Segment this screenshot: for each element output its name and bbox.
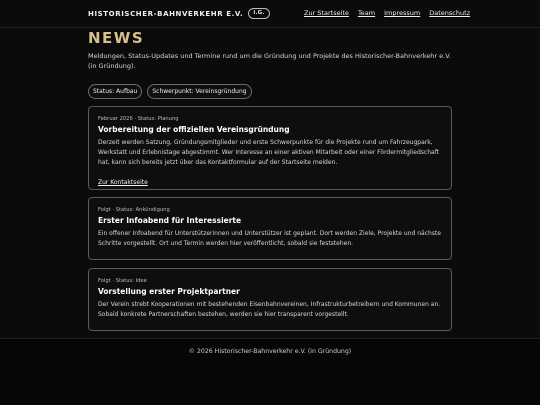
brand-name: HISTORISCHER-BAHNVERKEHR E.V. [88,9,244,18]
news-card [88,268,452,331]
status-badge: i.G. [248,8,269,19]
card-title: Vorbereitung der offiziellen Vereinsgründung [98,125,290,134]
news-card [88,197,452,260]
card-text: Derzeit werden Satzung, Gründungsmitglieder und erste Schwerpunkte für die Projekte rund um Fahrzeugpark, Werkstatt und Erlebnistage abgestimmt. Wer Interesse an einer aktiven Mitarbeit oder einer Fördermitgliedschaft hat, kann sich bereits jetzt über das Kontaktformular auf der Startseite melden. [98,139,440,167]
nav-link-imprint[interactable]: Impressum [384,9,421,17]
intro-text: Meldungen, Status-Updates und Termine rund um die Gründung und Projekte des Historischer-Bahnverkehr e.V. (in Gründung). [88,52,451,70]
news-card [88,106,452,190]
footer-copyright: © 2026 Historischer-Bahnverkehr e.V. (in Gründung) [188,348,352,355]
chip-status: Status: Aufbau [88,84,142,99]
contact-link[interactable]: Zur Kontaktseite [98,178,148,186]
chip-list [88,84,252,99]
card-text: Ein offener Infoabend für Unterstützerinnen und Unterstützer ist geplant. Dort werden Ziele, Projekte und nächste Schritte vorgestellt. Ort und Termin werden hier veröffentlicht, sobald sie feststehen. [98,230,441,248]
page-title: NEWS [88,29,145,47]
card-title: Erster Infoabend für Interessierte [98,216,242,225]
site-header [0,0,540,28]
card-meta: Folgt · Status: Ankündigung [98,207,170,213]
card-meta: Februar 2026 · Status: Planung [98,116,179,122]
nav-link-privacy[interactable]: Datenschutz [429,9,471,17]
card-meta: Folgt · Status: Idee [98,278,147,284]
main-nav [304,9,470,17]
brand[interactable] [88,8,270,19]
card-title: Vorstellung erster Projektpartner [98,287,240,296]
nav-link-home[interactable]: Zur Startseite [304,9,349,17]
chip-focus: Schwerpunkt: Vereinsgründung [147,84,251,99]
nav-link-team[interactable]: Team [357,9,376,17]
site-footer [0,338,540,405]
card-text: Der Verein strebt Kooperationen mit bestehenden Eisenbahnvereinen, Infrastrukturbetreibern und Kommunen an. Sobald konkrete Partnerschaften bestehen, werden sie hier transparent vorgestellt. [98,301,441,319]
